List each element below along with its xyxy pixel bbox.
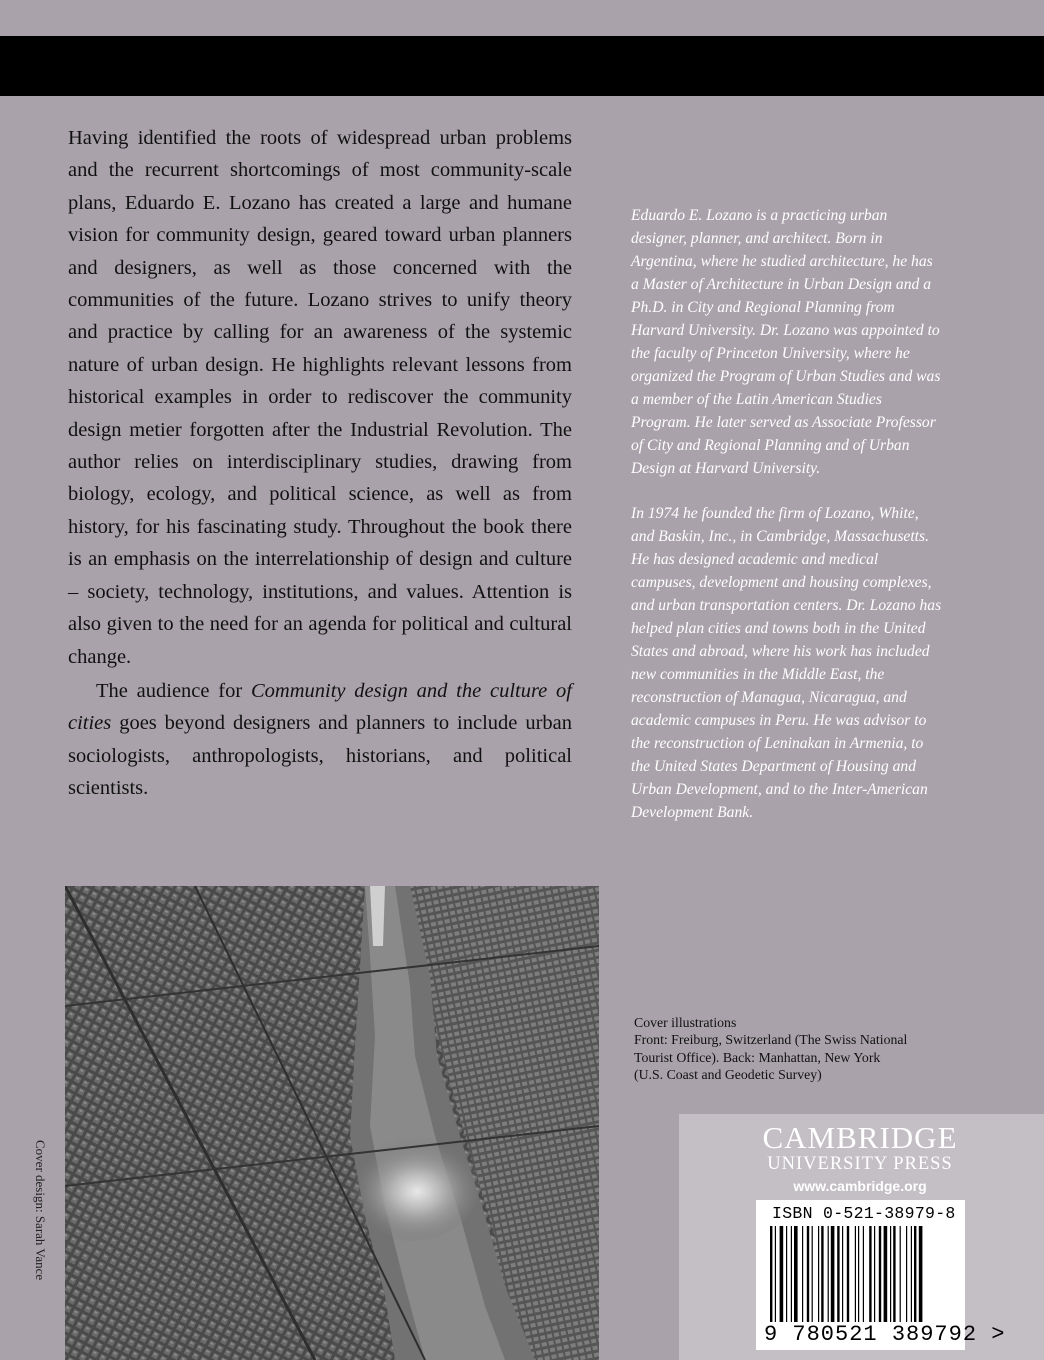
cover-design-credit: Cover design: Sarah Vance [33, 1140, 48, 1281]
publisher-website: www.cambridge.org [793, 1178, 927, 1194]
cover-illustrations-line: Tourist Office). Back: Manhattan, New York [634, 1049, 881, 1065]
author-biography [631, 204, 943, 824]
barcode-digits: 9 780521 389792 > [764, 1322, 1006, 1347]
aerial-photo-image [65, 886, 599, 1360]
description-paragraph-2: The audience for Community design and the culture of cities goes beyond designers and planners to include urban sociologists, anthropologists, historians, and political scientists. [68, 679, 573, 800]
publisher-name: CAMBRIDGE [762, 1120, 958, 1155]
bio-paragraph-2: In 1974 he founded the firm of Lozano, White, and Baskin, Inc., in Cambridge, Massachusetts. He has designed academic and medical campuses, development and housing complexes, and urban transportation centers. Dr. Lozano has helped plan cities and towns both in the United States and abroad, where his work has included new communities in the Middle East, the reconstruction of Managua, Nicaragua, and academic campuses in Peru. He was advisor to the reconstruction of Leninakan in Armenia, to the United States Department of Housing and Urban Development, and to the Inter-American Development Bank. [631, 505, 942, 821]
cover-illustrations-credit [634, 1014, 964, 1084]
book-description [68, 122, 572, 805]
isbn-barcode-icon [770, 1226, 952, 1322]
cover-illustrations-line: (U.S. Coast and Geodetic Survey) [634, 1067, 822, 1083]
aerial-photo-manhattan [65, 886, 599, 1360]
book-title-italic: Community design and the culture of cities [68, 679, 573, 735]
isbn-label: ISBN 0-521-38979-8 [772, 1204, 956, 1223]
publisher-press: UNIVERSITY PRESS [767, 1154, 953, 1174]
bio-paragraph-1: Eduardo E. Lozano is a practicing urban designer, planner, and architect. Born in Argentina, where he studied architecture, he has a Master of Architecture in Urban Design and a Ph.D. in City and Regional Planning from Harvard University. Dr. Lozano was appointed to the faculty of Princeton University, where he organized the Program of Urban Studies and was a member of the Latin American Studies Program. He later served as Associate Professor of City and Regional Planning and of Urban Design at Harvard University. [631, 207, 941, 477]
top-black-band [0, 36, 1044, 96]
cover-illustrations-heading: Cover illustrations [634, 1015, 737, 1030]
description-paragraph-1: Having identified the roots of widespread urban problems and the recurrent shortcomings of most community-scale plans, Eduardo E. Lozano has created a large and humane vision for community design, geared toward urban planners and designers, as well as those concerned with the communities of the future. Lozano strives to unify theory and practice by calling for an awareness of the systemic nature of urban design. He highlights relevant lessons from historical examples in order to rediscover the community design metier forgotten after the Industrial Revolution. The author relies on interdisciplinary studies, drawing from biology, ecology, and political science, as well as from history, for his fascinating study. Throughout the book there is an emphasis on the interrelationship of design and culture – society, technology, institutions, and values. Attention is also given to the need for an agenda for political and cultural change. [68, 127, 572, 668]
cover-illustrations-line: Front: Freiburg, Switzerland (The Swiss National [634, 1032, 908, 1048]
